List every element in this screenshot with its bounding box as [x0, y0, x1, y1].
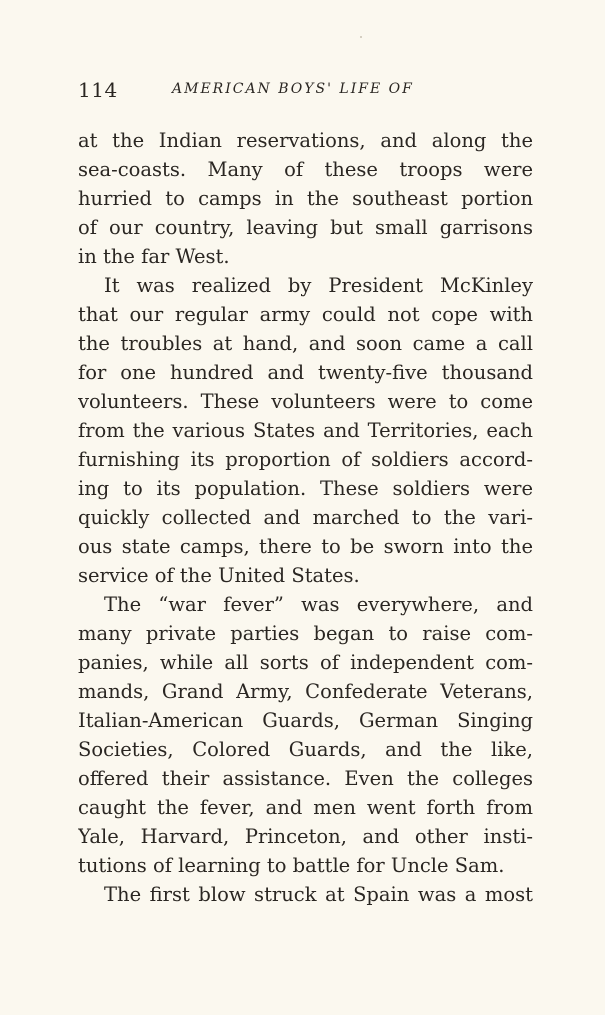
- text-line: ing to its population. These soldiers were: [78, 477, 533, 500]
- text-line: of our country, leaving but small garrisons: [78, 216, 533, 239]
- text-line: Societies, Colored Guards, and the like,: [78, 738, 533, 761]
- text-line: caught the fever, and men went forth from: [78, 796, 533, 819]
- text-line: hurried to camps in the southeast portion: [78, 187, 533, 210]
- text-line: The “war fever” was everywhere, and: [104, 593, 533, 616]
- text-line: It was realized by President McKinley: [104, 274, 533, 297]
- text-line: Yale, Harvard, Princeton, and other insti-: [78, 825, 533, 848]
- page-header: [78, 78, 538, 104]
- text-line: from the various States and Territories, each: [78, 419, 533, 442]
- text-line: service of the United States.: [78, 564, 360, 587]
- text-line: that our regular army could not cope with: [78, 303, 533, 326]
- text-line: Italian-American Guards, German Singing: [78, 709, 533, 732]
- text-line: tutions of learning to battle for Uncle Sam.: [78, 854, 505, 877]
- body-text: [78, 126, 533, 909]
- running-head: AMERICAN BOYS' LIFE OF: [172, 81, 414, 97]
- text-line: for one hundred and twenty-five thousand: [78, 361, 533, 384]
- text-line: panies, while all sorts of independent com-: [78, 651, 533, 674]
- text-line: furnishing its proportion of soldiers accord-: [78, 448, 533, 471]
- text-line: quickly collected and marched to the vari-: [78, 506, 533, 529]
- text-line: The first blow struck at Spain was a most: [104, 883, 533, 906]
- text-line: offered their assistance. Even the colleges: [78, 767, 533, 790]
- text-line: volunteers. These volunteers were to come: [78, 390, 533, 413]
- paper-speck: [360, 36, 362, 38]
- text-line: at the Indian reservations, and along the: [78, 129, 533, 152]
- text-line: the troubles at hand, and soon came a call: [78, 332, 533, 355]
- text-line: mands, Grand Army, Confederate Veterans,: [78, 680, 533, 703]
- text-line: many private parties began to raise com-: [78, 622, 533, 645]
- text-line: sea-coasts. Many of these troops were: [78, 158, 533, 181]
- text-line: in the far West.: [78, 245, 230, 268]
- page-number: 114: [78, 78, 118, 102]
- text-line: ous state camps, there to be sworn into the: [78, 535, 533, 558]
